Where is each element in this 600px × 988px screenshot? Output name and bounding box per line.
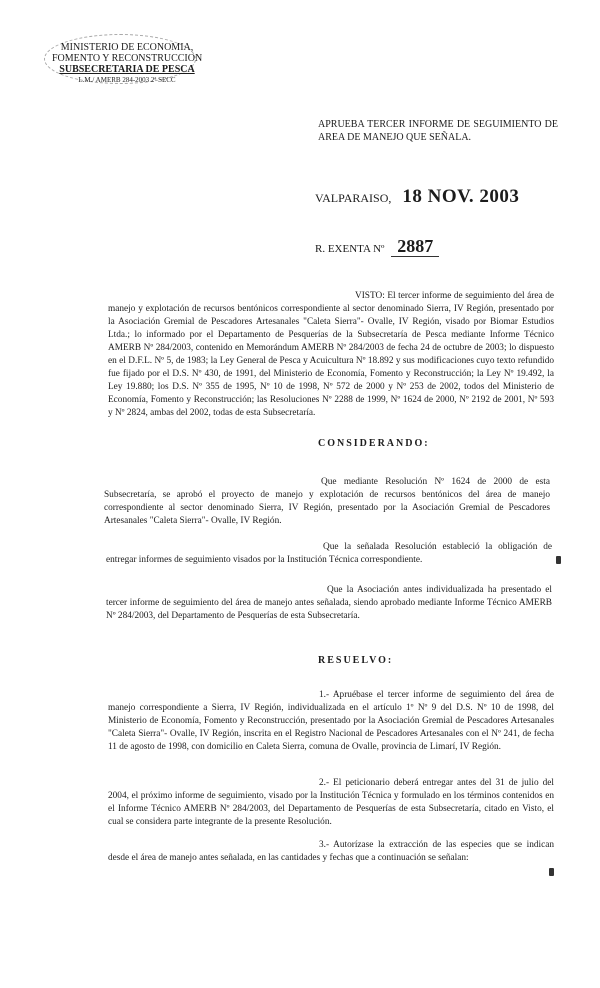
considerando-paragraph: Que la señalada Resolución estableció la obligación de entregar informes de seguimiento visados por la Institución Técnica correspondiente. [106, 542, 552, 565]
visto-paragraph: VISTO: El tercer informe de seguimiento del área de manejo y explotación de recursos bentónicos correspondiente al sector denominado Sierra, IV Región, presentado por la Asociación Gremial de Pescadores Artesanales "Caleta Sierra"- Ovalle, IV Región, visado por Biomar Estudios Ltda.; lo informado por el Departamento de Pesquerías de la Subsecretaría de Pesca mediante Informe Técnico AMERB Nº 284/2003, contenido en Memorándum AMERB Nº 284/2003 de fecha 24 de octubre de 2003; lo dispuesto en el D.F.L. Nº 5, de 1983; la Ley General de Pesca y Acuicultura Nº 18.892 y sus modificaciones cuyo texto refundido fue fijado por el D.S. Nº 430, de 1991, del Ministerio de Economía, Fomento y Reconstrucción; la Ley Nº 19.492, la Ley 19.880; los D.S. Nº 355 de 1995, Nº 10 de 1998, Nº 572 de 2000 y Nº 253 de 2002, todos del Ministerio de Economía, Fomento y Reconstrucción; las Resoluciones Nº 2288 de 1999, Nº 1624 de 2000, Nº 2192 de 2001, Nº 593 y Nº 2824, ambas del 2002, todas de esta Subsecretaría. [108, 291, 554, 418]
reference-line: L.M./ AMERB 284-2003 2ª SECC [78, 76, 176, 84]
resuelvo-heading: RESUELVO: [318, 655, 394, 666]
date-stamp: 18 NOV. 2003 [402, 186, 520, 207]
resolution-number: 2887 [391, 236, 439, 257]
subject-text: APRUEBA TERCER INFORME DE SEGUIMIENTO DE AREA DE MANEJO QUE SEÑALA. [318, 119, 558, 143]
resuelvo-item: 3.- Autorízase la extracción de las especies que se indican desde el área de manejo antes señalada, en las cantidades y fechas que a continuación se señalan: [108, 840, 554, 863]
resolution-number-line [315, 236, 575, 257]
resuelvo-item: 1.- Apruébase el tercer informe de seguimiento del área de manejo correspondiente a Sierra, IV Región, individualizada en el artículo 1º Nº 9 del D.S. Nº 10 de 1998, del Ministerio de Economía, Fomento y Reconstrucción, presentado por la Asociación Gremial de Pescadores Artesanales "Caleta Sierra"- Ovalle, IV Región, inscrita en el Registro Nacional de Pescadores Artesanales con el Nº 241, de fecha 11 de agosto de 1998, con domicilio en Caleta Sierra, comuna de Ovalle, provincia de Limarí, IV Región. [108, 690, 554, 752]
considerando-heading: CONSIDERANDO: [318, 438, 430, 449]
margin-mark [549, 868, 554, 876]
resolution-label: R. EXENTA Nº [315, 243, 385, 255]
ministry-line-2: FOMENTO Y RECONSTRUCCION [52, 53, 203, 64]
place: VALPARAISO, [315, 191, 392, 205]
place-date [315, 186, 575, 208]
considerando-paragraph: Que la Asociación antes individualizada ha presentado el tercer informe de seguimiento del área de manejo antes señalada, siendo aprobado mediante Informe Técnico AMERB Nº 284/2003, del Departamento de Pesquerías de esta Subsecretaría. [106, 585, 552, 621]
letterhead [52, 42, 202, 86]
resuelvo-item: 2.- El peticionario deberá entregar antes del 31 de julio del 2004, el próximo informe de seguimiento, visado por la Institución Técnica y formulado en los términos contenidos en el Informe Técnico AMERB Nº 284/2003, del Departamento de Pesquerías de esta Subsecretaría, citado en Visto, el cual se considera parte integrante de la presente Resolución. [108, 778, 554, 827]
subsecretaria-line: SUBSECRETARIA DE PESCA [59, 64, 195, 75]
considerando-paragraph: Que mediante Resolución Nº 1624 de 2000 de esta Subsecretaría, se aprobó el proyecto de manejo y explotación de recursos bentónicos del área de manejo correspondiente al sector denominado Sierra, IV Región, presentado por la Asociación Gremial de Pescadores Artesanales "Caleta Sierra"- Ovalle, IV Región. [104, 477, 550, 526]
ministry-line: MINISTERIO DE ECONOMIA, [60, 42, 194, 53]
margin-mark [556, 556, 561, 564]
